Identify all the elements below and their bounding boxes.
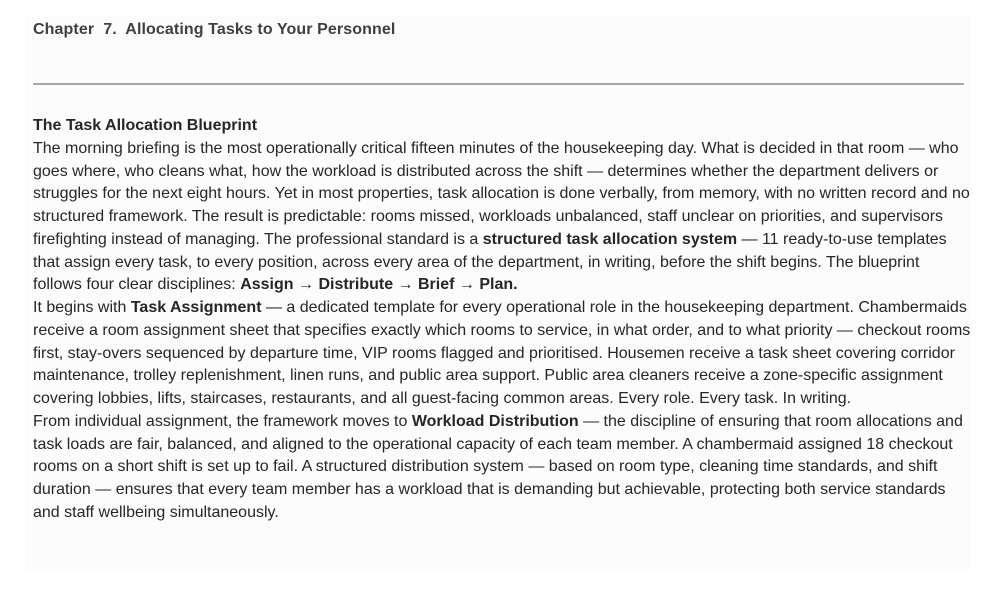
bold-phrase: Assign → Distribute → Brief → Plan. <box>240 276 518 294</box>
paragraph-text: It begins with <box>33 299 131 316</box>
paragraph-text: The morning briefing is the most operationally critical fifteen minutes of the housekeeping day. What is decided in that room — who goes where, who cleans what, how the workload is distributed across the shift — determines whether the department delivers or struggles for the next eight hours. Yet in most properties, task allocation is done verbally, from memory, with no written record and no structured framework. The result is predictable: rooms missed, workloads unbalanced, staff unclear on priorities, and supervisors firefighting instead of managing. The professional standard is a <box>33 139 970 248</box>
paragraph-workload-distribution <box>33 411 971 525</box>
document-body <box>33 115 971 525</box>
paragraph-text: — 11 ready-to-use templates that assign every task, to every position, across every area of the department, in writing, before the shift begins. The blueprint follows four clear disciplines: <box>33 230 947 294</box>
paragraph-intro <box>33 138 971 297</box>
header-divider <box>33 83 964 85</box>
paragraph-task-assignment <box>33 297 971 411</box>
section-title: The Task Allocation Blueprint <box>33 117 258 134</box>
paragraph-text: — a dedicated template for every operational role in the housekeeping department. Chambermaids receive a room assignment sheet that specifies exactly which rooms to service, in what order, and to what priority — checkout rooms first, stay-overs sequenced by departure time, VIP rooms flagged and prioritised. Housemen receive a task sheet covering corridor maintenance, trolley replenishment, linen runs, and public area support. Public area cleaners receive a zone-specific assignment covering lobbies, lifts, staircases, restaurants, and all guest-facing common areas. Every role. Every task. In writing. <box>33 299 971 407</box>
bold-phrase: Task Assignment <box>130 299 262 316</box>
paragraph-text: From individual assignment, the framework moves to <box>33 412 412 430</box>
paragraph-text: — the discipline of ensuring that room allocations and task loads are fair, balanced, and aligned to the operational capacity of each team member. A chambermaid assigned 18 checkout rooms on a short shift is set up to fail. A structured distribution system — based on room type, cleaning time standards, and shift duration — ensures that every team member has a workload that is demanding but achievable, protecting both service standards and staff wellbeing simultaneously. <box>33 412 963 521</box>
bold-phrase: Workload Distribution <box>411 412 579 430</box>
chapter-heading: Chapter 7. Allocating Tasks to Your Personnel <box>33 21 396 38</box>
bold-phrase: structured task allocation system <box>482 230 738 248</box>
